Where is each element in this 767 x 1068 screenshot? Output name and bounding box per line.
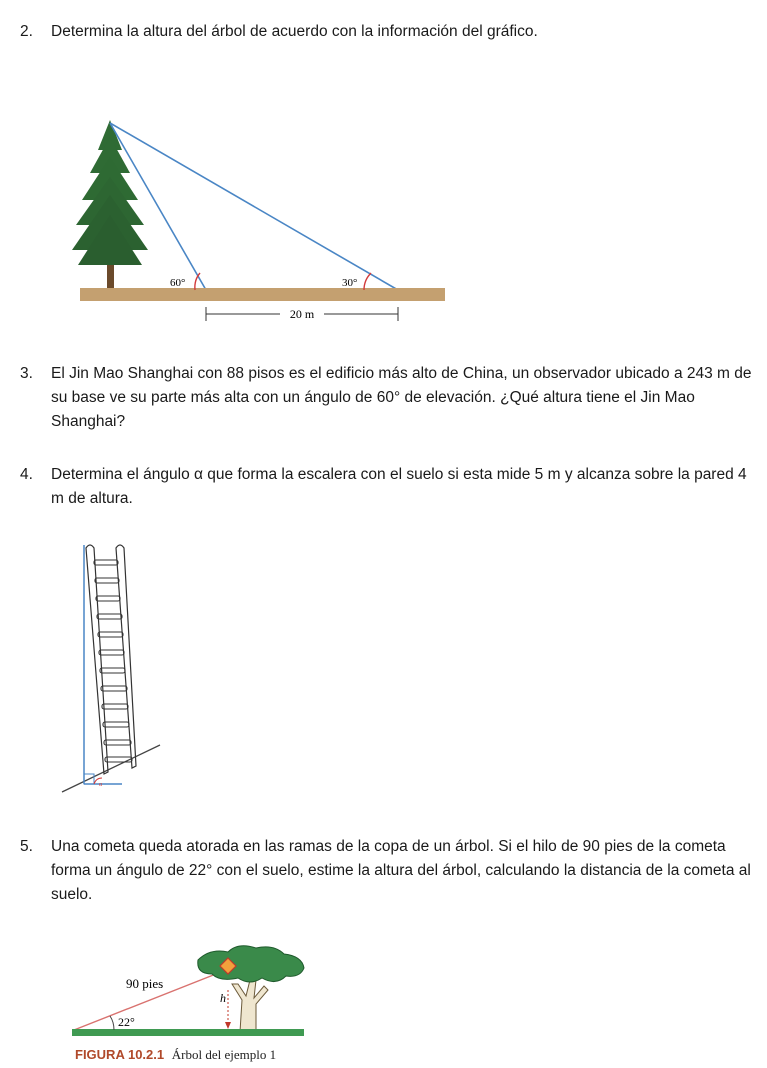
tree-angles-figure: [70, 115, 450, 325]
ground: [80, 288, 445, 301]
distance-label: 20 m: [289, 307, 315, 321]
angle-label-60: 60°: [170, 277, 186, 289]
pine-tree-icon: [72, 120, 148, 291]
problem-5: [20, 835, 760, 907]
height-arrow-icon: [225, 1022, 231, 1029]
angle-label-alpha: α: [99, 782, 103, 788]
angle-label-30: 30°: [342, 277, 358, 289]
ladder-figure: [60, 540, 170, 800]
ladder-icon: [86, 545, 136, 774]
problem-3: [20, 362, 760, 434]
problem-text: Determina el ángulo α que forma la escalera con el suelo si esta mide 5 m y alcanza sobre la pared 4 m de altura.: [51, 466, 747, 507]
height-label: h: [220, 991, 226, 1005]
problem-text: Una cometa queda atorada en las ramas de la copa de un árbol. Si el hilo de 90 pies de la cometa forma un ángulo de 22° con el suelo, estime la altura del árbol, calculando la distancia de la cometa al suelo.: [51, 838, 751, 903]
problem-4: [20, 463, 760, 511]
floor-line: [62, 745, 160, 792]
problem-text: El Jin Mao Shanghai con 88 pisos es el edificio más alto de China, un observador ubicado a 243 m de su base ve su parte más alta con un ángulo de 60° de elevación. ¿Qué altura tiene el Jin Mao Shanghai?: [51, 365, 752, 430]
kite-tree-figure: [70, 940, 310, 1040]
problem-2: [20, 20, 760, 44]
tree-icon: [198, 946, 304, 1032]
caption-text: Árbol del ejemplo 1: [171, 1047, 277, 1062]
caption-figure-number: FIGURA 10.2.1: [75, 1047, 165, 1062]
figure-caption: [75, 1047, 276, 1063]
string-label: 90 pies: [126, 976, 164, 991]
problem-number: 5.: [20, 838, 33, 855]
problem-text: Determina la altura del árbol de acuerdo con la información del gráfico.: [51, 23, 538, 40]
angle-arc-22: [110, 1016, 114, 1030]
angle-arc-near: [195, 273, 200, 290]
angle-label-22: 22°: [118, 1015, 135, 1029]
problem-number: 3.: [20, 365, 33, 382]
problem-number: 2.: [20, 23, 33, 40]
grass-ground: [72, 1029, 304, 1036]
problem-number: 4.: [20, 466, 33, 483]
angle-arc-far: [364, 273, 371, 290]
sight-line-far: [110, 123, 398, 290]
